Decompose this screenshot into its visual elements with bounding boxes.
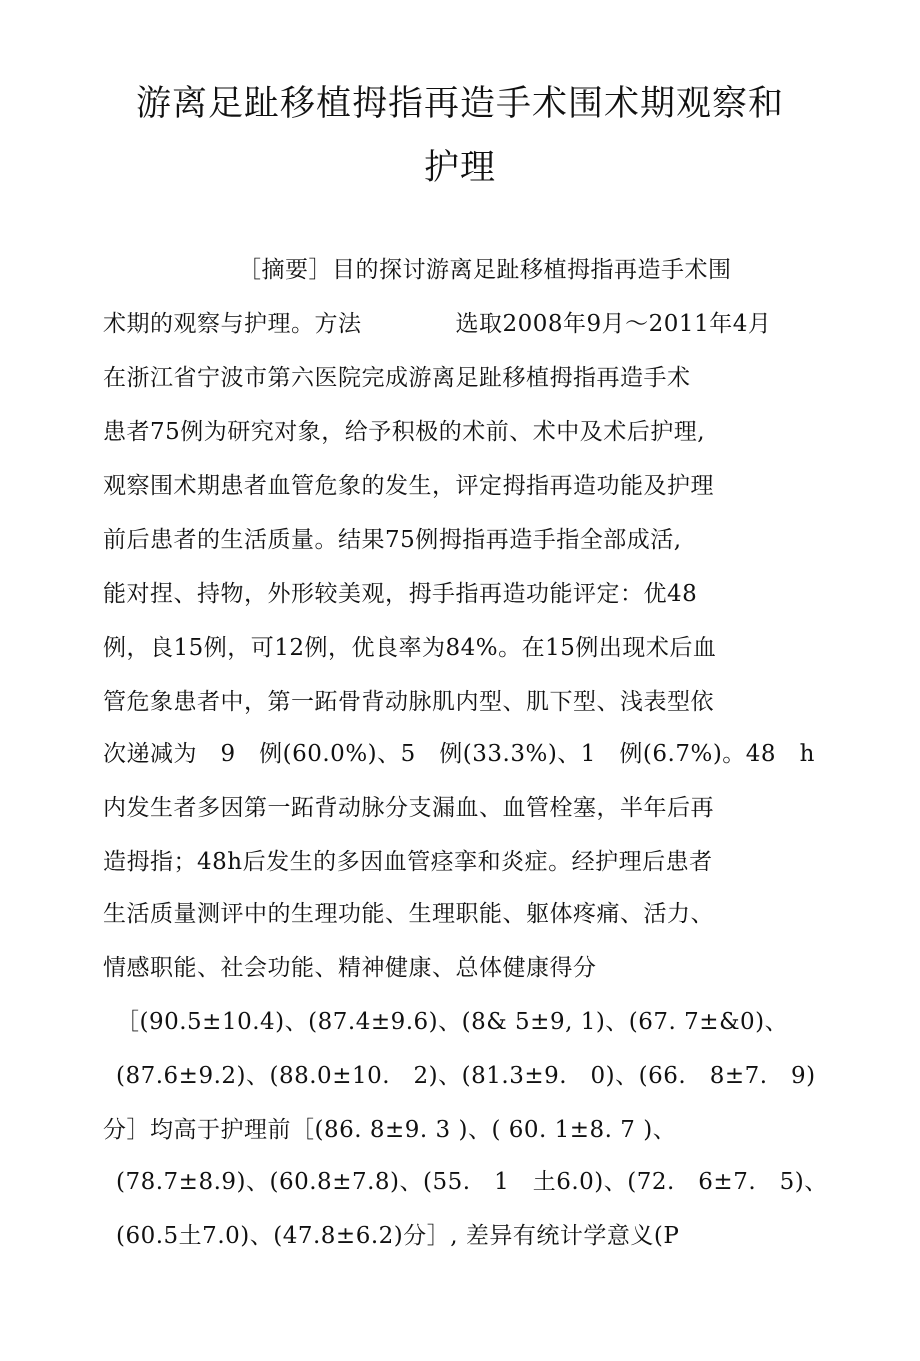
abstract-line: 管危象患者中，第一跖骨背动脉肌内型、肌下型、浅表型依	[103, 689, 714, 715]
abstract-line: 术期的观察与护理。方法 选取2008年9月～2011年4月	[103, 311, 772, 337]
abstract-line: 例，良15例，可12例，优良率为84%。在15例出现术后血	[103, 635, 717, 661]
abstract-line: 造拇指；48h后发生的多因血管痉挛和炎症。经护理后患者	[103, 849, 713, 875]
document-title-line-2: 护理	[423, 148, 496, 188]
abstract-line: 观察围术期患者血管危象的发生，评定拇指再造功能及护理	[103, 473, 714, 499]
abstract-line: 内发生者多因第一跖背动脉分支漏血、血管栓塞，半年后再	[103, 795, 714, 821]
abstract-line: 患者75例为研究对象，给予积极的术前、术中及术后护理,	[103, 419, 706, 445]
abstract-line: 分］均高于护理前［(86. 8±9. 3 )、( 60. 1±8. 7 )、	[103, 1117, 677, 1143]
abstract-line: 在浙江省宁波市第六医院完成游离足趾移植拇指再造手术	[103, 365, 691, 391]
abstract-line: 生活质量测评中的生理功能、生理职能、躯体疼痛、活力、	[103, 901, 714, 927]
abstract-line: 情感职能、社会功能、精神健康、总体健康得分	[103, 955, 597, 981]
abstract-line: (60.5土7.0)、(47.8±6.2)分］, 差异有统计学意义(P	[116, 1223, 680, 1249]
abstract-line: ［摘要］目的探讨游离足趾移植拇指再造手术围	[238, 257, 732, 283]
abstract-line: 能对捏、持物，外形较美观，拇手指再造功能评定：优48	[103, 581, 698, 607]
abstract-line: 前后患者的生活质量。结果75例拇指再造手指全部成活,	[103, 527, 682, 553]
abstract-line: 次递减为 9 例(60.0%)、5 例(33.3%)、1 例(6.7%)。48 h	[103, 741, 815, 767]
abstract-line: (87.6±9.2)、(88.0±10. 2)、(81.3±9. 0)、(66. 8±7. 9)	[116, 1063, 816, 1089]
abstract-line: ［(90.5±10.4)、(87.4±9.6)、(8& 5±9, 1)、(67. 7±&0)、	[116, 1009, 789, 1035]
abstract-line: (78.7±8.9)、(60.8±7.8)、(55. 1 土6.0)、(72. 6±7. 5)、	[116, 1169, 828, 1195]
document-title-line-1: 游离足趾移植拇指再造手术围术期观察和	[135, 84, 784, 124]
